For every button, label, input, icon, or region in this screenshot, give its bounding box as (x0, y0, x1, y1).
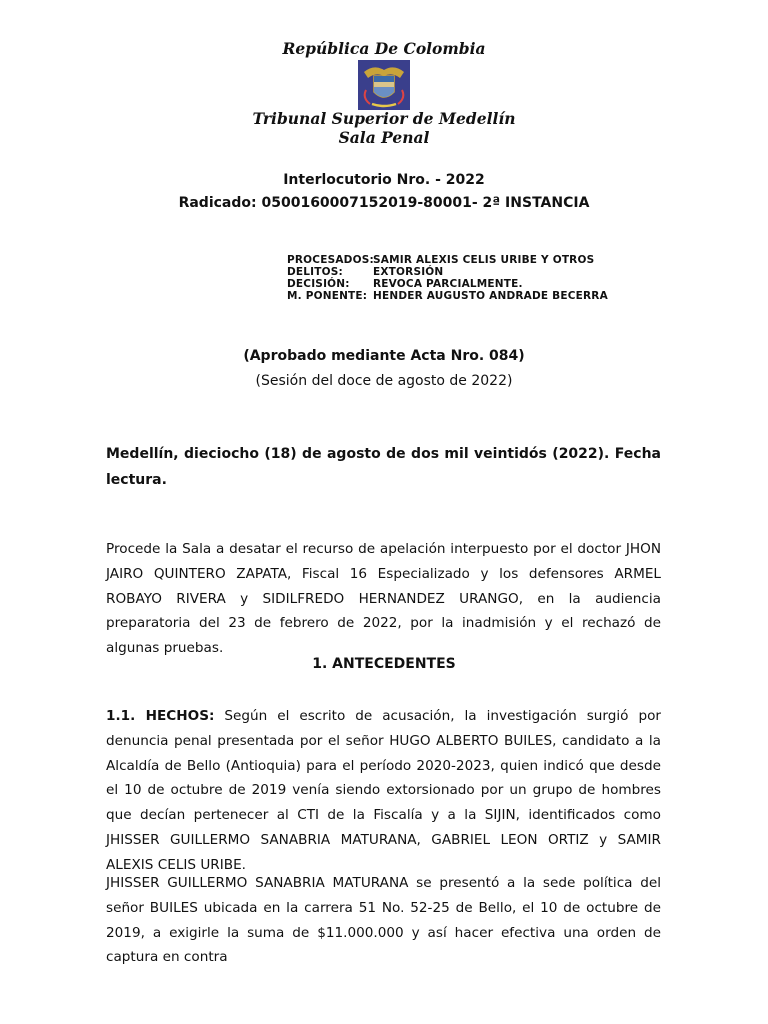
meta-key: DECISIÓN: (287, 278, 350, 290)
meta-row-delitos (287, 266, 443, 278)
meta-row-decision (287, 278, 523, 290)
jhisser-paragraph: JHISSER GUILLERMO SANABRIA MATURANA se presentó a la sede política del señor BUILES ubicada en la carrera 51 No. 52-25 de Bello, el 10 de octubre de 2019, a exigirle la suma de $11.000.000 y así hacer efectiva una orden de captura en contra (106, 875, 661, 966)
tribunal-heading: Tribunal Superior de Medellín (252, 109, 516, 128)
acta-line: (Aprobado mediante Acta Nro. 084) (243, 348, 525, 364)
meta-key: M. PONENTE: (287, 290, 368, 302)
coat-of-arms-seal (358, 60, 410, 110)
interlocutorio-line: Interlocutorio Nro. - 2022 (283, 172, 485, 188)
meta-value: REVOCA PARCIALMENTE. (373, 278, 523, 290)
meta-key: DELITOS: (287, 266, 343, 278)
section-heading-antecedentes: 1. ANTECEDENTES (312, 656, 456, 672)
hechos-paragraph (106, 704, 661, 878)
procede-paragraph: Procede la Sala a desatar el recurso de apelación interpuesto por el doctor JHON JAIRO QUINTERO ZAPATA, Fiscal 16 Especializado y los defensores ARMEL ROBAYO RIVERA y SIDILFREDO HERNANDEZ URANGO, en la audiencia preparatoria del 23 de febrero de 2022, por la inadmisión y el rechazó de algunas pruebas. (106, 541, 661, 657)
sesion-line: (Sesión del doce de agosto de 2022) (255, 373, 513, 389)
meta-value: EXTORSIÓN (373, 266, 444, 278)
meta-value: HENDER AUGUSTO ANDRADE BECERRA (373, 290, 608, 302)
sala-heading: Sala Penal (338, 128, 430, 147)
hechos-label: 1.1. HECHOS: (106, 708, 215, 724)
hechos-text: Según el escrito de acusación, la investigación surgió por denuncia penal presentada por el señor HUGO ALBERTO BUILES, candidato a la Alcaldía de Bello (Antioquia) para el período 2020-2023, quien indicó que desde el 10 de octubre de 2019 venía siendo extorsionado por un grupo de hombres que decían pertenecer al CTI de la Fiscalía y a la SIJIN, identificados como JHISSER GUILLERMO SANABRIA MATURANA, GABRIEL LEON ORTIZ y SAMIR ALEXIS CELIS URIBE. (106, 708, 662, 873)
meta-row-procesados (287, 254, 594, 266)
radicado-line: Radicado: 0500160007152019-80001- 2ª INSTANCIA (178, 195, 590, 211)
republic-heading: República De Colombia (282, 39, 486, 58)
meta-row-ponente (287, 290, 608, 302)
date-paragraph: Medellín, dieciocho (18) de agosto de dos mil veintidós (2022). Fecha lectura. (106, 446, 661, 488)
meta-key: PROCESADOS: (287, 254, 374, 266)
meta-value: SAMIR ALEXIS CELIS URIBE Y OTROS (373, 254, 595, 266)
